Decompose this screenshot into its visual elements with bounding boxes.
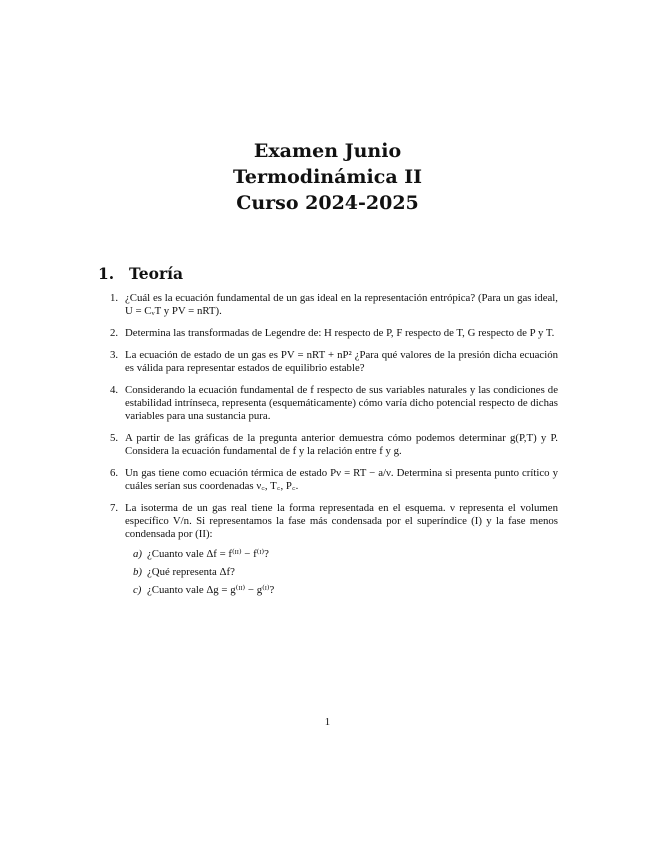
question-text: La ecuación de estado de un gas es PV = nRT + nP² ¿Para qué valores de la presión dicha ecuación es válida para representar estados de equilibrio estable? [125, 349, 558, 374]
section-title: Teoría [129, 264, 184, 283]
question-text: ¿Cuál es la ecuación fundamental de un gas ideal en la representación entrópica? (Para un gas ideal, U = CᵥT y PV = nRT). [125, 292, 558, 317]
title-line-3: Curso 2024-2025 [236, 192, 419, 214]
question-number: 7. [110, 502, 119, 514]
subquestion-text: ¿Cuanto vale Δf = f⁽ᴵᴵ⁾ − f⁽ᴵ⁾? [147, 548, 269, 560]
subquestion-item [125, 566, 558, 579]
subquestion-text: ¿Qué representa Δf? [147, 566, 235, 578]
subquestion-label: b) [133, 566, 142, 578]
title-line-1: Examen Junio [253, 140, 402, 162]
exam-title [0, 138, 655, 216]
question-list [98, 292, 558, 606]
question-text: A partir de las gráficas de la pregunta anterior demuestra cómo podemos determinar g(P,T) y P. Considera la ecuación fundamental de f y la relación entre f y g. [125, 432, 558, 457]
question-number: 1. [110, 292, 119, 304]
question-text: Considerando la ecuación fundamental de f respecto de sus variables naturales y las condiciones de estabilidad intrínseca, representa (esquemáticamente) cómo varía dicho potencial respecto de dichas variables para una sustancia pura. [125, 384, 558, 422]
subquestion-item [125, 584, 558, 597]
subquestion-label: a) [133, 548, 142, 560]
question-item [98, 292, 558, 318]
subquestion-label: c) [133, 584, 142, 596]
question-number: 2. [110, 327, 119, 339]
question-item [98, 432, 558, 458]
subquestion-item [125, 548, 558, 561]
title-line-2: Termodinámica II [232, 166, 423, 188]
question-number: 5. [110, 432, 119, 444]
page-number: 1 [324, 716, 331, 728]
question-text: Un gas tiene como ecuación térmica de estado Pν = RT − a/ν. Determina si presenta punto crítico y cuáles serían sus coordenadas ν꜀, T꜀, P꜀. [125, 467, 558, 492]
subquestion-list [125, 548, 558, 597]
question-number: 6. [110, 467, 119, 479]
question-item [98, 384, 558, 423]
question-item [98, 327, 558, 340]
question-number: 4. [110, 384, 119, 396]
section-number: 1. [98, 264, 115, 283]
question-text: La isoterma de un gas real tiene la forma representada en el esquema. ν representa el volumen específico V/n. Si representamos la fase más condensada por el superíndice (I) y la fase menos condensada por (II): [125, 502, 558, 540]
question-item [98, 502, 558, 597]
section-heading [98, 264, 183, 283]
subquestion-text: ¿Cuanto vale Δg = g⁽ᴵᴵ⁾ − g⁽ᴵ⁾? [147, 584, 275, 596]
question-item [98, 349, 558, 375]
question-text: Determina las transformadas de Legendre de: H respecto de P, F respecto de T, G respecto de P y T. [125, 327, 555, 339]
question-item [98, 467, 558, 493]
question-number: 3. [110, 349, 119, 361]
